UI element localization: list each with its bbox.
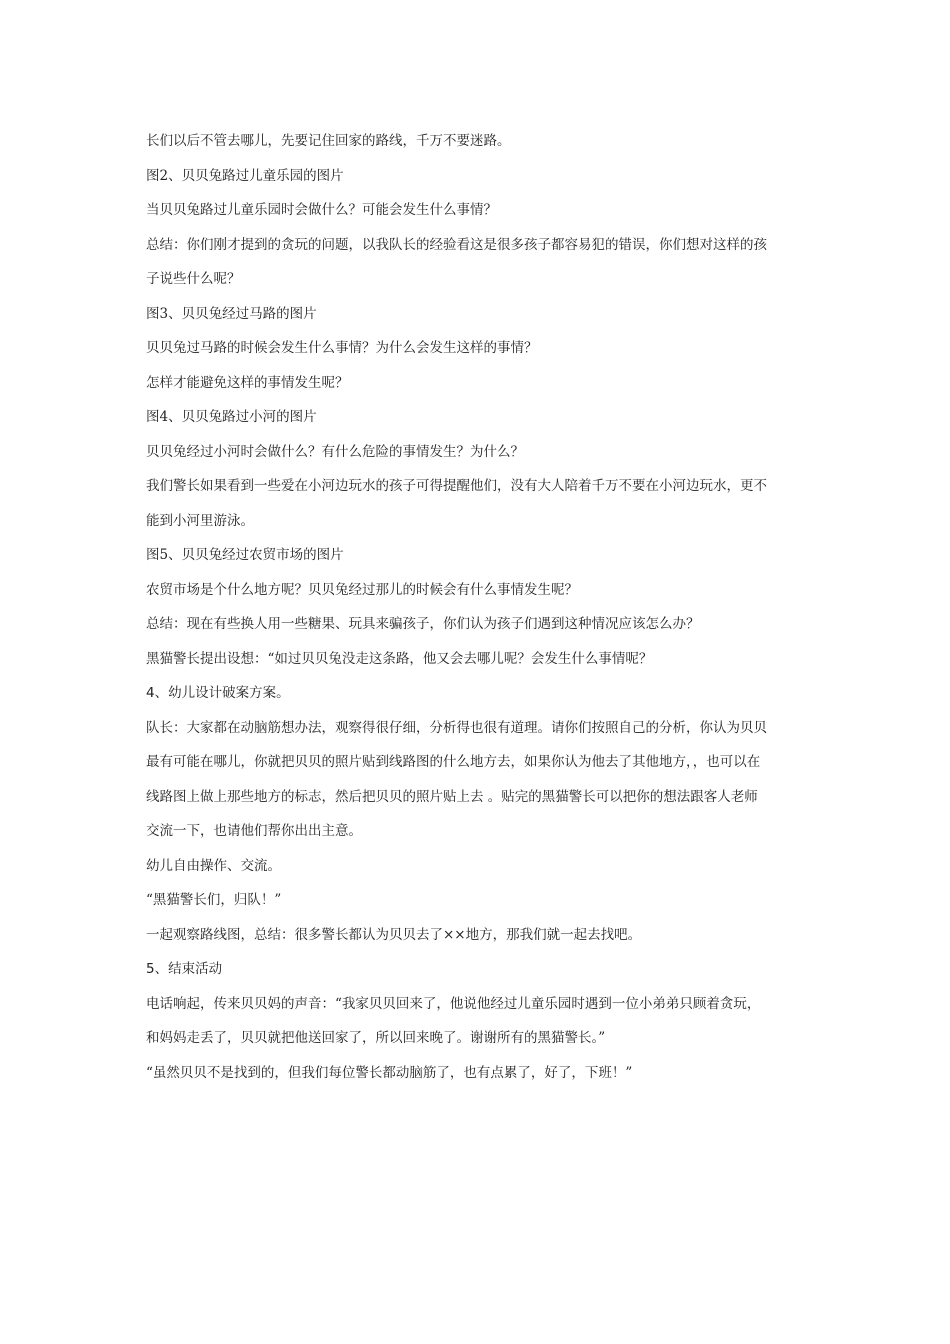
paragraph-line: 和妈妈走丢了，贝贝就把他送回家了，所以回来晚了。谢谢所有的黑猫警长。”: [146, 1030, 606, 1046]
section-heading: 5、结束活动: [146, 961, 223, 977]
paragraph-line: 贝贝兔过马路的时候会发生什么事情？为什么会发生这样的事情？: [146, 340, 538, 356]
paragraph-line: 黑猫警长提出设想：“如过贝贝兔没走这条路，他又会去哪儿呢？会发生什么事情呢？: [146, 650, 653, 667]
paragraph-line: 交流一下，也请他们帮你出出主意。: [146, 823, 362, 839]
figure-caption: 图5、贝贝兔经过农贸市场的图片: [146, 547, 344, 563]
paragraph-line: 农贸市场是个什么地方呢？贝贝兔经过那儿的时候会有什么事情发生呢？: [146, 581, 578, 598]
figure-caption: 图4、贝贝兔路过小河的图片: [146, 409, 317, 425]
paragraph-line: 子说些什么呢？: [146, 271, 241, 287]
section-heading: 4、幼儿设计破案方案。: [146, 685, 290, 701]
paragraph-line: 当贝贝兔路过儿童乐园时会做什么？可能会发生什么事情？: [146, 202, 497, 218]
paragraph-line: 能到小河里游泳。: [146, 512, 254, 529]
paragraph-line: 我们警长如果看到一些爱在小河边玩水的孩子可得提醒他们，没有大人陪着千万不要在小河边玩水，更不: [146, 478, 767, 494]
paragraph-line: “黑猫警长们，归队！”: [146, 892, 282, 908]
paragraph-line: 最有可能在哪儿，你就把贝贝的照片贴到线路图的什么地方去，如果你认为他去了其他地方，，也可以在: [146, 754, 761, 770]
paragraph-line: 线路图上做上那些地方的标志，然后把贝贝的照片贴上去 。贴完的黑猫警长可以把你的想法跟客人老师: [146, 788, 758, 805]
paragraph-line: 总结：你们刚才提到的贪玩的问题，以我队长的经验看这是很多孩子都容易犯的错误，你们想对这样的孩: [146, 236, 767, 253]
paragraph-line: 长们以后不管去哪儿，先要记住回家的路线，千万不要迷路。: [146, 133, 511, 149]
paragraph-line: “虽然贝贝不是找到的，但我们每位警长都动脑筋了，也有点累了，好了，下班！”: [146, 1064, 633, 1081]
figure-caption: 图3、贝贝兔经过马路的图片: [146, 305, 317, 322]
paragraph-line: 电话响起，传来贝贝妈的声音：“我家贝贝回来了，他说他经过儿童乐园时遇到一位小弟弟只顾着贪玩，: [146, 995, 761, 1012]
paragraph-line: 一起观察路线图，总结：很多警长都认为贝贝去了××地方，那我们就一起去找吧。: [146, 926, 642, 943]
document-body: [146, 124, 814, 1090]
paragraph-line: 贝贝兔经过小河时会做什么？有什么危险的事情发生？为什么？: [146, 443, 524, 460]
figure-caption: 图2、贝贝兔路过儿童乐园的图片: [146, 167, 344, 184]
paragraph-line: 怎样才能避免这样的事情发生呢？: [146, 374, 349, 391]
paragraph-line: 总结：现在有些换人用一些糖果、玩具来骗孩子，你们认为孩子们遇到这种情况应该怎么办？: [146, 616, 700, 632]
paragraph-line: 队长：大家都在动脑筋想办法，观察得很仔细，分析得也很有道理。请你们按照自己的分析，你认为贝贝: [146, 719, 767, 736]
paragraph-line: 幼儿自由操作、交流。: [146, 857, 281, 874]
